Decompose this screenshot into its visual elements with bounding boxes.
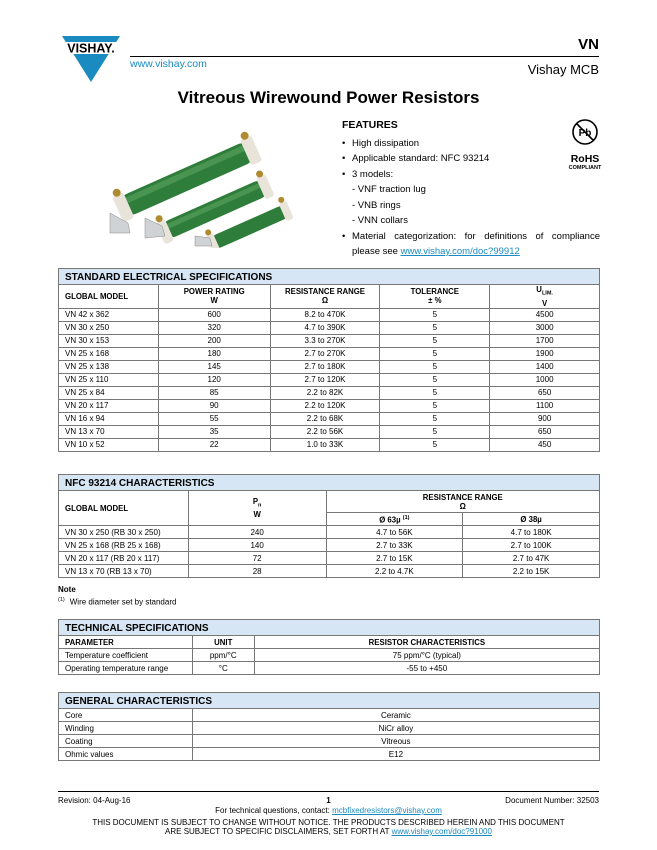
contact-email-link[interactable]: mcbfixedresistors@vishay.com: [332, 806, 442, 815]
table-cell: VN 20 x 117: [59, 399, 159, 412]
revision: Revision: 04-Aug-16: [58, 796, 131, 805]
table-cell: Temperature coefficient: [59, 649, 193, 662]
contact-line: For technical questions, contact: mcbfixedresistors@vishay.com: [215, 806, 442, 815]
table-cell: 180: [158, 347, 270, 360]
product-code: VN: [578, 36, 599, 53]
table-row: [59, 360, 600, 373]
table-cell: Ceramic: [192, 709, 599, 722]
col-header: POWER RATING W: [158, 285, 270, 309]
table-cell: 1400: [490, 360, 600, 373]
document-number: Document Number: 32503: [505, 796, 599, 805]
table-cell: 3000: [490, 321, 600, 334]
table-row: [59, 649, 600, 662]
table-cell: Vitreous: [192, 735, 599, 748]
table-cell: Operating temperature range: [59, 662, 193, 675]
table-row: [59, 565, 600, 578]
table-cell: VN 25 x 168: [59, 347, 159, 360]
table-cell: Coating: [59, 735, 193, 748]
table-cell: 1700: [490, 334, 600, 347]
table-cell: 90: [158, 399, 270, 412]
table-cell: 3.3 to 270K: [270, 334, 380, 347]
table-cell: 650: [490, 386, 600, 399]
svg-text:VISHAY.: VISHAY.: [67, 41, 115, 56]
table-cell: 2.2 to 15K: [463, 565, 600, 578]
table-cell: 1000: [490, 373, 600, 386]
col-header: RESISTANCE RANGE Ω: [326, 491, 600, 513]
table-title: STANDARD ELECTRICAL SPECIFICATIONS: [59, 269, 600, 285]
footer-rule: [58, 791, 599, 792]
table-cell: 5: [380, 386, 490, 399]
table-row: [59, 386, 600, 399]
table-cell: 8.2 to 470K: [270, 308, 380, 321]
table-cell: 72: [188, 552, 326, 565]
feature-item: • High dissipation: [342, 136, 600, 152]
table-row: [59, 735, 600, 748]
table-cell: 2.2 to 56K: [270, 425, 380, 438]
col-header: GLOBAL MODEL: [59, 285, 159, 309]
table-cell: 120: [158, 373, 270, 386]
table-cell: VN 13 x 70: [59, 425, 159, 438]
table-cell: VN 16 x 94: [59, 412, 159, 425]
table-cell: ppm/°C: [192, 649, 254, 662]
page-title: Vitreous Wirewound Power Resistors: [177, 88, 480, 107]
col-header: Ø 63µ $^{(1)}$: [326, 513, 463, 526]
table-row: [59, 709, 600, 722]
features-section: [342, 118, 600, 260]
table-row: [59, 526, 600, 539]
table-cell: VN 30 x 250 (RB 30 x 250): [59, 526, 189, 539]
table-cell: 5: [380, 438, 490, 451]
table-cell: NiCr alloy: [192, 722, 599, 735]
table-row: [59, 438, 600, 451]
feature-item: • Applicable standard: NFC 93214: [342, 151, 600, 167]
general-table: [58, 692, 600, 761]
note-title: Note: [58, 585, 76, 594]
material-link[interactable]: www.vishay.com/doc?99912: [400, 246, 520, 257]
disclaimer-line-1: THIS DOCUMENT IS SUBJECT TO CHANGE WITHOUT NOTICE. THE PRODUCTS DESCRIBED HEREIN AND THIS DOCUMENT: [92, 818, 565, 827]
table-row: [59, 399, 600, 412]
table-cell: 4.7 to 180K: [463, 526, 600, 539]
col-header: TOLERANCE ± %: [380, 285, 490, 309]
feature-model: - VNB rings: [352, 199, 401, 211]
note-text: $^{(1)}$ Wire diameter set by standard: [58, 597, 177, 607]
table-cell: VN 13 x 70 (RB 13 x 70): [59, 565, 189, 578]
table-cell: 2.2 to 68K: [270, 412, 380, 425]
table-cell: 2.7 to 120K: [270, 373, 380, 386]
table-cell: 600: [158, 308, 270, 321]
table-row: [59, 321, 600, 334]
disclaimer-line-2: ARE SUBJECT TO SPECIFIC DISCLAIMERS, SET FORTH AT www.vishay.com/doc?91000: [165, 827, 492, 836]
col-header: PARAMETER: [59, 636, 193, 649]
table-cell: 4.7 to 56K: [326, 526, 463, 539]
table-cell: 85: [158, 386, 270, 399]
table-cell: 140: [188, 539, 326, 552]
table-cell: 2.7 to 100K: [463, 539, 600, 552]
table-row: [59, 552, 600, 565]
table-cell: 28: [188, 565, 326, 578]
table-cell: 2.2 to 4.7K: [326, 565, 463, 578]
material-text: Material categorization: for definitions of compliance please see: [352, 230, 600, 257]
feature-model: - VNN collars: [352, 215, 408, 226]
tech-spec-table: [58, 619, 600, 675]
table-cell: 650: [490, 425, 600, 438]
resistor-photo: [100, 118, 300, 248]
table-title: NFC 93214 CHARACTERISTICS: [59, 475, 600, 491]
svg-text:Pb: Pb: [578, 128, 592, 139]
table-cell: 2.7 to 47K: [463, 552, 600, 565]
table-row: [59, 425, 600, 438]
table-title: GENERAL CHARACTERISTICS: [59, 693, 600, 709]
rohs-badge: [565, 118, 605, 172]
feature-model: - VNF traction lug: [352, 184, 426, 195]
table-cell: VN 25 x 110: [59, 373, 159, 386]
table-cell: -55 to +450: [254, 662, 599, 675]
col-header: GLOBAL MODEL: [59, 491, 189, 526]
table-cell: 320: [158, 321, 270, 334]
table-cell: 1.0 to 33K: [270, 438, 380, 451]
table-cell: 4.7 to 390K: [270, 321, 380, 334]
feature-item-material: [342, 229, 600, 260]
table-row: [59, 373, 600, 386]
col-header: $P_n$ W: [188, 491, 326, 526]
table-row: [59, 722, 600, 735]
rohs-compliant: COMPLIANT: [568, 165, 602, 171]
table-cell: Ohmic values: [59, 748, 193, 761]
table-cell: VN 25 x 84: [59, 386, 159, 399]
table-cell: 5: [380, 308, 490, 321]
table-cell: VN 42 x 362: [59, 308, 159, 321]
rohs-label: RoHS: [570, 153, 600, 165]
pb-free-icon: [571, 118, 599, 146]
company-name: Vishay MCB: [527, 62, 599, 77]
table-cell: VN 25 x 138: [59, 360, 159, 373]
table-title: TECHNICAL SPECIFICATIONS: [59, 620, 600, 636]
table-cell: Winding: [59, 722, 193, 735]
table-row: [59, 347, 600, 360]
table-row: [59, 662, 600, 675]
table-cell: 75 ppm/°C (typical): [254, 649, 599, 662]
table-cell: VN 10 x 52: [59, 438, 159, 451]
table-row: [59, 308, 600, 321]
table-cell: VN 25 x 168 (RB 25 x 168): [59, 539, 189, 552]
table-cell: 240: [188, 526, 326, 539]
table-cell: 200: [158, 334, 270, 347]
table-cell: 5: [380, 347, 490, 360]
table-row: [59, 334, 600, 347]
table-cell: E12: [192, 748, 599, 761]
vishay-logo: [58, 36, 124, 82]
table-row: [59, 539, 600, 552]
header-url[interactable]: www.vishay.com: [130, 58, 207, 70]
nfc-table: [58, 474, 600, 578]
table-row: [59, 748, 600, 761]
table-cell: 2.7 to 270K: [270, 347, 380, 360]
features-heading: FEATURES: [342, 119, 398, 131]
table-cell: °C: [192, 662, 254, 675]
header-rule: [130, 56, 599, 57]
table-cell: 2.2 to 82K: [270, 386, 380, 399]
col-header: UNIT: [192, 636, 254, 649]
table-cell: 5: [380, 321, 490, 334]
col-header: Ø 38µ: [463, 513, 600, 526]
col-header: RESISTANCE RANGE Ω: [270, 285, 380, 309]
table-cell: 5: [380, 373, 490, 386]
table-cell: 2.7 to 33K: [326, 539, 463, 552]
table-cell: 1900: [490, 347, 600, 360]
table-cell: 5: [380, 425, 490, 438]
table-row: [59, 412, 600, 425]
table-cell: 900: [490, 412, 600, 425]
table-cell: 4500: [490, 308, 600, 321]
col-header: RESISTOR CHARACTERISTICS: [254, 636, 599, 649]
table-cell: VN 20 x 117 (RB 20 x 117): [59, 552, 189, 565]
table-cell: 22: [158, 438, 270, 451]
page-number: 1: [326, 796, 331, 805]
table-cell: 5: [380, 412, 490, 425]
table-cell: VN 30 x 250: [59, 321, 159, 334]
table-cell: VN 30 x 153: [59, 334, 159, 347]
table-cell: 450: [490, 438, 600, 451]
table-cell: 5: [380, 334, 490, 347]
table-cell: 1100: [490, 399, 600, 412]
table-cell: 2.2 to 120K: [270, 399, 380, 412]
table-cell: 5: [380, 399, 490, 412]
table-cell: 5: [380, 360, 490, 373]
table-cell: 35: [158, 425, 270, 438]
table-cell: 2.7 to 15K: [326, 552, 463, 565]
table-cell: 55: [158, 412, 270, 425]
disclaimer-link[interactable]: www.vishay.com/doc?91000: [391, 827, 492, 836]
feature-item: • 3 models:: [342, 167, 600, 183]
table-cell: 145: [158, 360, 270, 373]
standard-spec-table: [58, 268, 600, 452]
table-cell: 2.7 to 180K: [270, 360, 380, 373]
col-header: $U_{LIM.}$ V: [490, 285, 600, 309]
table-cell: Core: [59, 709, 193, 722]
